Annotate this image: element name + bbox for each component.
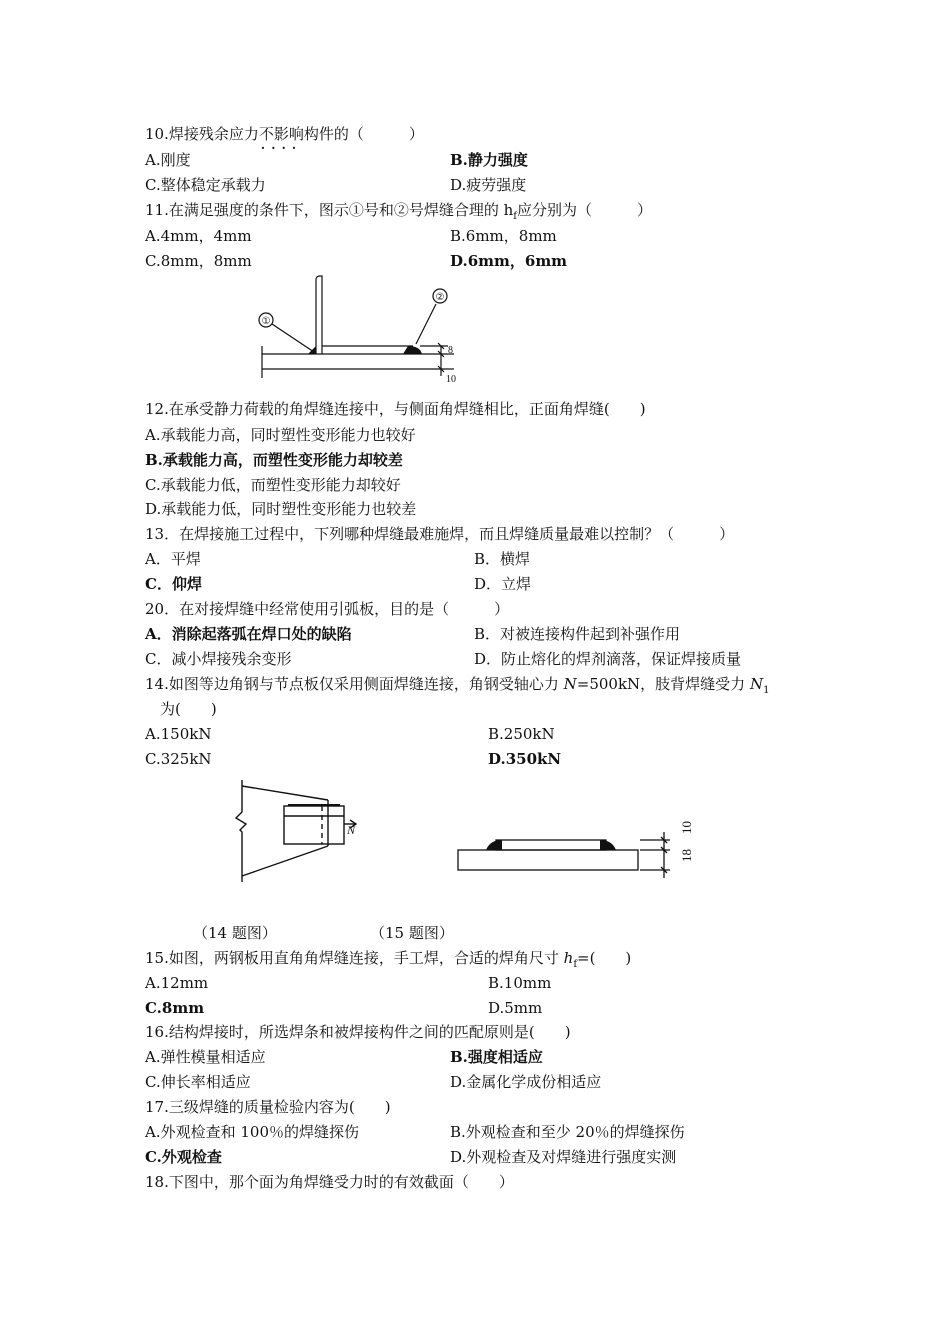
q15-option-b: B.10mm [488, 974, 552, 992]
q14-option-d: D.350kN [488, 750, 562, 768]
q15-stem-tail: =( ) [577, 949, 632, 967]
q13-option-a: A．平焊 [145, 550, 201, 568]
q16-option-b: B.强度相适应 [450, 1048, 543, 1066]
q15-subscript: f [573, 959, 578, 970]
q10-stem-tail: 构件的（ ） [303, 125, 424, 143]
q14-option-b: B.250kN [488, 725, 555, 743]
q12-stem: 12.在承受静力荷载的角焊缝连接中，与侧面角焊缝相比，正面角焊缝( ) [145, 400, 646, 418]
q10-option-c: C.整体稳定承载力 [145, 176, 266, 194]
q20-option-b: B．对被连接构件起到补强作用 [474, 625, 681, 643]
q17-option-b: B.外观检查和至少 20％的焊缝探伤 [450, 1123, 685, 1141]
q14-option-c: C.325kN [145, 750, 212, 768]
q12-option-b: B.承载能力高，而塑性变形能力却较差 [145, 451, 403, 469]
q10-option-a: A.刚度 [145, 151, 191, 169]
q15-stem-text: 15.如图，两钢板用直角角焊缝连接，手工焊，合适的焊角尺寸 [145, 949, 564, 967]
q11-fig-dim-bottom: 10 [446, 374, 456, 385]
q11-option-b: B.6mm，8mm [450, 227, 557, 245]
q14-stem-line1 [145, 673, 769, 702]
q11-option-a: A.4mm，4mm [145, 227, 252, 245]
q14-option-a: A.150kN [145, 725, 212, 743]
q10-stem [145, 123, 424, 145]
q16-stem: 16.结构焊接时，所选焊条和被焊接构件之间的匹配原则是( ) [145, 1023, 571, 1041]
q14-figure [228, 776, 368, 888]
q12-option-a: A.承载能力高，同时塑性变形能力也较好 [145, 426, 416, 444]
q14-symbol-n: N [563, 675, 577, 693]
q11-subscript: f [513, 211, 517, 222]
q10-option-d: D.疲劳强度 [450, 176, 527, 194]
q16-option-c: C.伸长率相适应 [145, 1073, 251, 1091]
q16-option-d: D.金属化学成份相适应 [450, 1073, 602, 1091]
q20-option-d: D．防止熔化的焊剂滴落，保证焊接质量 [474, 650, 742, 668]
q12-option-c: C.承载能力低，而塑性变形能力却较好 [145, 476, 401, 494]
q11-option-d: D.6mm，6mm [450, 252, 568, 270]
q15-symbol-h: h [563, 949, 574, 967]
q15-option-a: A.12mm [145, 974, 209, 992]
q10-stem-text: 10.焊接残余应力 [145, 125, 259, 143]
q15-fig-dim-top: 10 [679, 821, 694, 834]
q14-subscript: 1 [763, 685, 770, 696]
q17-option-c: C.外观检查 [145, 1148, 222, 1166]
q11-stem-tail: 应分别为（ ） [517, 201, 653, 219]
q15-figure [456, 821, 716, 888]
q16-option-a: A.弹性模量相适应 [145, 1048, 266, 1066]
q17-stem: 17.三级焊缝的质量检验内容为( ) [145, 1098, 391, 1116]
fig14-caption: （14 题图） [193, 924, 277, 942]
q17-option-d: D.外观检查及对焊缝进行强度实测 [450, 1148, 677, 1166]
q13-stem: 13．在焊接施工过程中，下列哪种焊缝最难施焊，而且焊缝质量最难以控制？（ ） [145, 525, 735, 543]
q10-option-b: B.静力强度 [450, 151, 528, 169]
q13-option-b: B．横焊 [474, 550, 531, 568]
q11-stem-text: 11.在满足强度的条件下，图示①号和②号焊缝合理的 h [145, 201, 514, 219]
q12-option-d: D.承载能力低，同时塑性变形能力也较差 [145, 500, 417, 518]
q11-fig-dim-top: 8 [448, 345, 453, 356]
q15-fig-dim-bottom: 18 [679, 849, 694, 862]
q14-stem-mid: =500kN，肢背焊缝受力 [576, 675, 750, 693]
q13-option-c: C．仰焊 [145, 575, 202, 593]
q14-symbol-n1: N [749, 675, 764, 693]
q11-figure [248, 272, 478, 392]
q11-stem [145, 199, 652, 228]
q11-option-c: C.8mm，8mm [145, 252, 252, 270]
q15-option-c: C.8mm [145, 999, 205, 1017]
q13-option-d: D．立焊 [474, 575, 532, 593]
q15-option-d: D.5mm [488, 999, 543, 1017]
q15-stem [145, 947, 631, 976]
q20-option-a: A．消除起落弧在焊口处的缺陷 [145, 625, 352, 643]
q10-emphasis-text: 不影响 · · [259, 125, 304, 143]
q14-fig-label-n: N [347, 823, 356, 837]
q14-stem-line2: 为( ) [160, 700, 217, 718]
q14-stem-text: 14.如图等边角钢与节点板仅采用侧面焊缝连接，角钢受轴心力 [145, 675, 564, 693]
q17-option-a: A.外观检查和 100％的焊缝探伤 [145, 1123, 360, 1141]
q18-stem: 18.下图中，那个面为角焊缝受力时的有效截面（ ） [145, 1173, 514, 1191]
q11-fig-label-2: ② [435, 292, 445, 303]
q11-fig-label-1: ① [261, 316, 271, 327]
q20-option-c: C．减小焊接残余变形 [145, 650, 292, 668]
q20-stem: 20．在对接焊缝中经常使用引弧板，目的是（ ） [145, 600, 510, 618]
fig15-caption: （15 题图） [370, 924, 454, 942]
